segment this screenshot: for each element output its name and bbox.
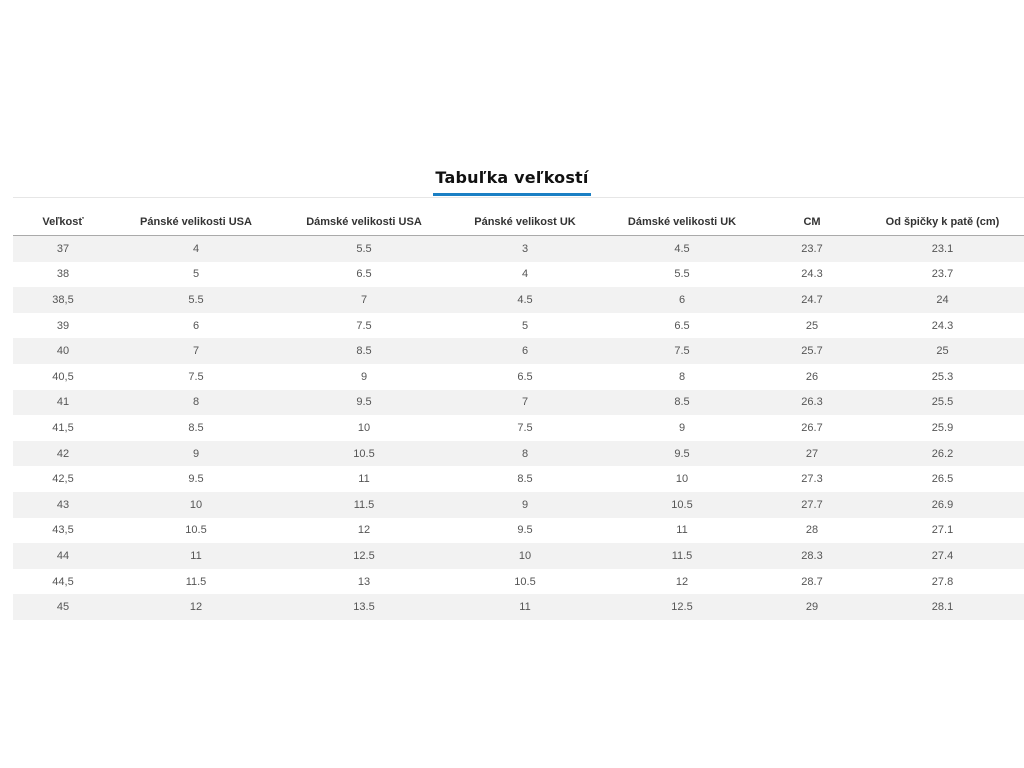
cell-mens-usa: 10 [113,492,279,518]
cell-toe-to-heel: 26.9 [861,492,1024,518]
cell-size: 37 [13,236,113,262]
table-row [13,569,1024,595]
cell-mens-usa: 12 [113,594,279,620]
cell-size: 45 [13,594,113,620]
cell-mens-uk: 6.5 [449,364,601,390]
size-table [13,208,1024,620]
cell-toe-to-heel: 25.3 [861,364,1024,390]
cell-womens-uk: 9.5 [601,441,763,467]
cell-mens-usa: 4 [113,236,279,262]
cell-womens-uk: 10.5 [601,492,763,518]
cell-mens-usa: 9 [113,441,279,467]
cell-cm: 27 [763,441,861,467]
table-row [13,415,1024,441]
table-row [13,364,1024,390]
table-row [13,262,1024,288]
cell-womens-uk: 8 [601,364,763,390]
cell-mens-usa: 9.5 [113,466,279,492]
table-row [13,518,1024,544]
column-header-womens-uk: Dámské velikosti UK [601,208,763,236]
cell-toe-to-heel: 27.4 [861,543,1024,569]
cell-cm: 23.7 [763,236,861,262]
cell-womens-usa: 8.5 [279,338,449,364]
cell-mens-uk: 10 [449,543,601,569]
table-row [13,287,1024,313]
cell-mens-uk: 9 [449,492,601,518]
cell-womens-usa: 12 [279,518,449,544]
cell-size: 41 [13,390,113,416]
cell-womens-usa: 7 [279,287,449,313]
cell-cm: 28 [763,518,861,544]
cell-size: 40 [13,338,113,364]
cell-womens-uk: 6 [601,287,763,313]
cell-size: 43,5 [13,518,113,544]
cell-mens-usa: 6 [113,313,279,339]
column-header-cm: CM [763,208,861,236]
cell-toe-to-heel: 25 [861,338,1024,364]
header-row [13,208,1024,236]
cell-size: 40,5 [13,364,113,390]
title-wrapper [0,168,1024,196]
cell-womens-usa: 10 [279,415,449,441]
cell-size: 41,5 [13,415,113,441]
cell-size: 42,5 [13,466,113,492]
cell-mens-uk: 9.5 [449,518,601,544]
cell-cm: 26.3 [763,390,861,416]
cell-womens-usa: 10.5 [279,441,449,467]
cell-mens-uk: 11 [449,594,601,620]
cell-womens-usa: 13.5 [279,594,449,620]
cell-size: 44 [13,543,113,569]
cell-toe-to-heel: 24.3 [861,313,1024,339]
cell-mens-uk: 5 [449,313,601,339]
column-header-toe-to-heel: Od špičky k patě (cm) [861,208,1024,236]
cell-mens-uk: 8 [449,441,601,467]
cell-cm: 26 [763,364,861,390]
cell-womens-uk: 12.5 [601,594,763,620]
cell-toe-to-heel: 25.5 [861,390,1024,416]
table-header [13,208,1024,236]
table-row [13,236,1024,262]
cell-womens-usa: 7.5 [279,313,449,339]
cell-mens-usa: 7 [113,338,279,364]
cell-toe-to-heel: 26.5 [861,466,1024,492]
cell-womens-uk: 7.5 [601,338,763,364]
cell-mens-uk: 4 [449,262,601,288]
cell-mens-uk: 4.5 [449,287,601,313]
cell-toe-to-heel: 23.7 [861,262,1024,288]
table-row [13,466,1024,492]
cell-cm: 25.7 [763,338,861,364]
cell-mens-usa: 11 [113,543,279,569]
cell-mens-uk: 8.5 [449,466,601,492]
cell-toe-to-heel: 23.1 [861,236,1024,262]
cell-toe-to-heel: 27.8 [861,569,1024,595]
cell-mens-uk: 3 [449,236,601,262]
cell-womens-uk: 12 [601,569,763,595]
cell-womens-uk: 10 [601,466,763,492]
cell-mens-usa: 7.5 [113,364,279,390]
cell-toe-to-heel: 28.1 [861,594,1024,620]
cell-toe-to-heel: 26.2 [861,441,1024,467]
page-title: Tabuľka veľkostí [433,168,590,196]
cell-womens-uk: 11.5 [601,543,763,569]
cell-cm: 26.7 [763,415,861,441]
table-row [13,543,1024,569]
table-row [13,594,1024,620]
cell-womens-usa: 6.5 [279,262,449,288]
cell-womens-uk: 11 [601,518,763,544]
cell-cm: 24.3 [763,262,861,288]
cell-mens-uk: 6 [449,338,601,364]
cell-womens-usa: 9 [279,364,449,390]
column-header-mens-usa: Pánské velikosti USA [113,208,279,236]
cell-mens-usa: 8.5 [113,415,279,441]
cell-size: 39 [13,313,113,339]
cell-womens-uk: 9 [601,415,763,441]
cell-mens-usa: 8 [113,390,279,416]
cell-mens-usa: 10.5 [113,518,279,544]
cell-toe-to-heel: 27.1 [861,518,1024,544]
cell-womens-usa: 11.5 [279,492,449,518]
cell-mens-uk: 7 [449,390,601,416]
cell-cm: 27.7 [763,492,861,518]
cell-toe-to-heel: 24 [861,287,1024,313]
column-header-womens-usa: Dámské velikosti USA [279,208,449,236]
cell-womens-uk: 5.5 [601,262,763,288]
cell-mens-uk: 7.5 [449,415,601,441]
cell-cm: 28.3 [763,543,861,569]
table-row [13,313,1024,339]
cell-size: 38,5 [13,287,113,313]
cell-mens-uk: 10.5 [449,569,601,595]
table-row [13,492,1024,518]
cell-womens-usa: 12.5 [279,543,449,569]
cell-womens-uk: 6.5 [601,313,763,339]
cell-cm: 28.7 [763,569,861,595]
table-body [13,236,1024,620]
cell-size: 43 [13,492,113,518]
column-header-mens-uk: Pánské velikost UK [449,208,601,236]
cell-size: 44,5 [13,569,113,595]
cell-womens-uk: 8.5 [601,390,763,416]
cell-womens-usa: 9.5 [279,390,449,416]
cell-mens-usa: 5.5 [113,287,279,313]
cell-cm: 24.7 [763,287,861,313]
cell-womens-usa: 11 [279,466,449,492]
cell-cm: 29 [763,594,861,620]
title-divider [13,197,1024,198]
cell-womens-usa: 13 [279,569,449,595]
cell-womens-uk: 4.5 [601,236,763,262]
table-row [13,338,1024,364]
cell-toe-to-heel: 25.9 [861,415,1024,441]
cell-cm: 27.3 [763,466,861,492]
column-header-size: Veľkosť [13,208,113,236]
cell-cm: 25 [763,313,861,339]
cell-mens-usa: 11.5 [113,569,279,595]
table-row [13,441,1024,467]
cell-mens-usa: 5 [113,262,279,288]
cell-size: 42 [13,441,113,467]
cell-size: 38 [13,262,113,288]
table-row [13,390,1024,416]
cell-womens-usa: 5.5 [279,236,449,262]
